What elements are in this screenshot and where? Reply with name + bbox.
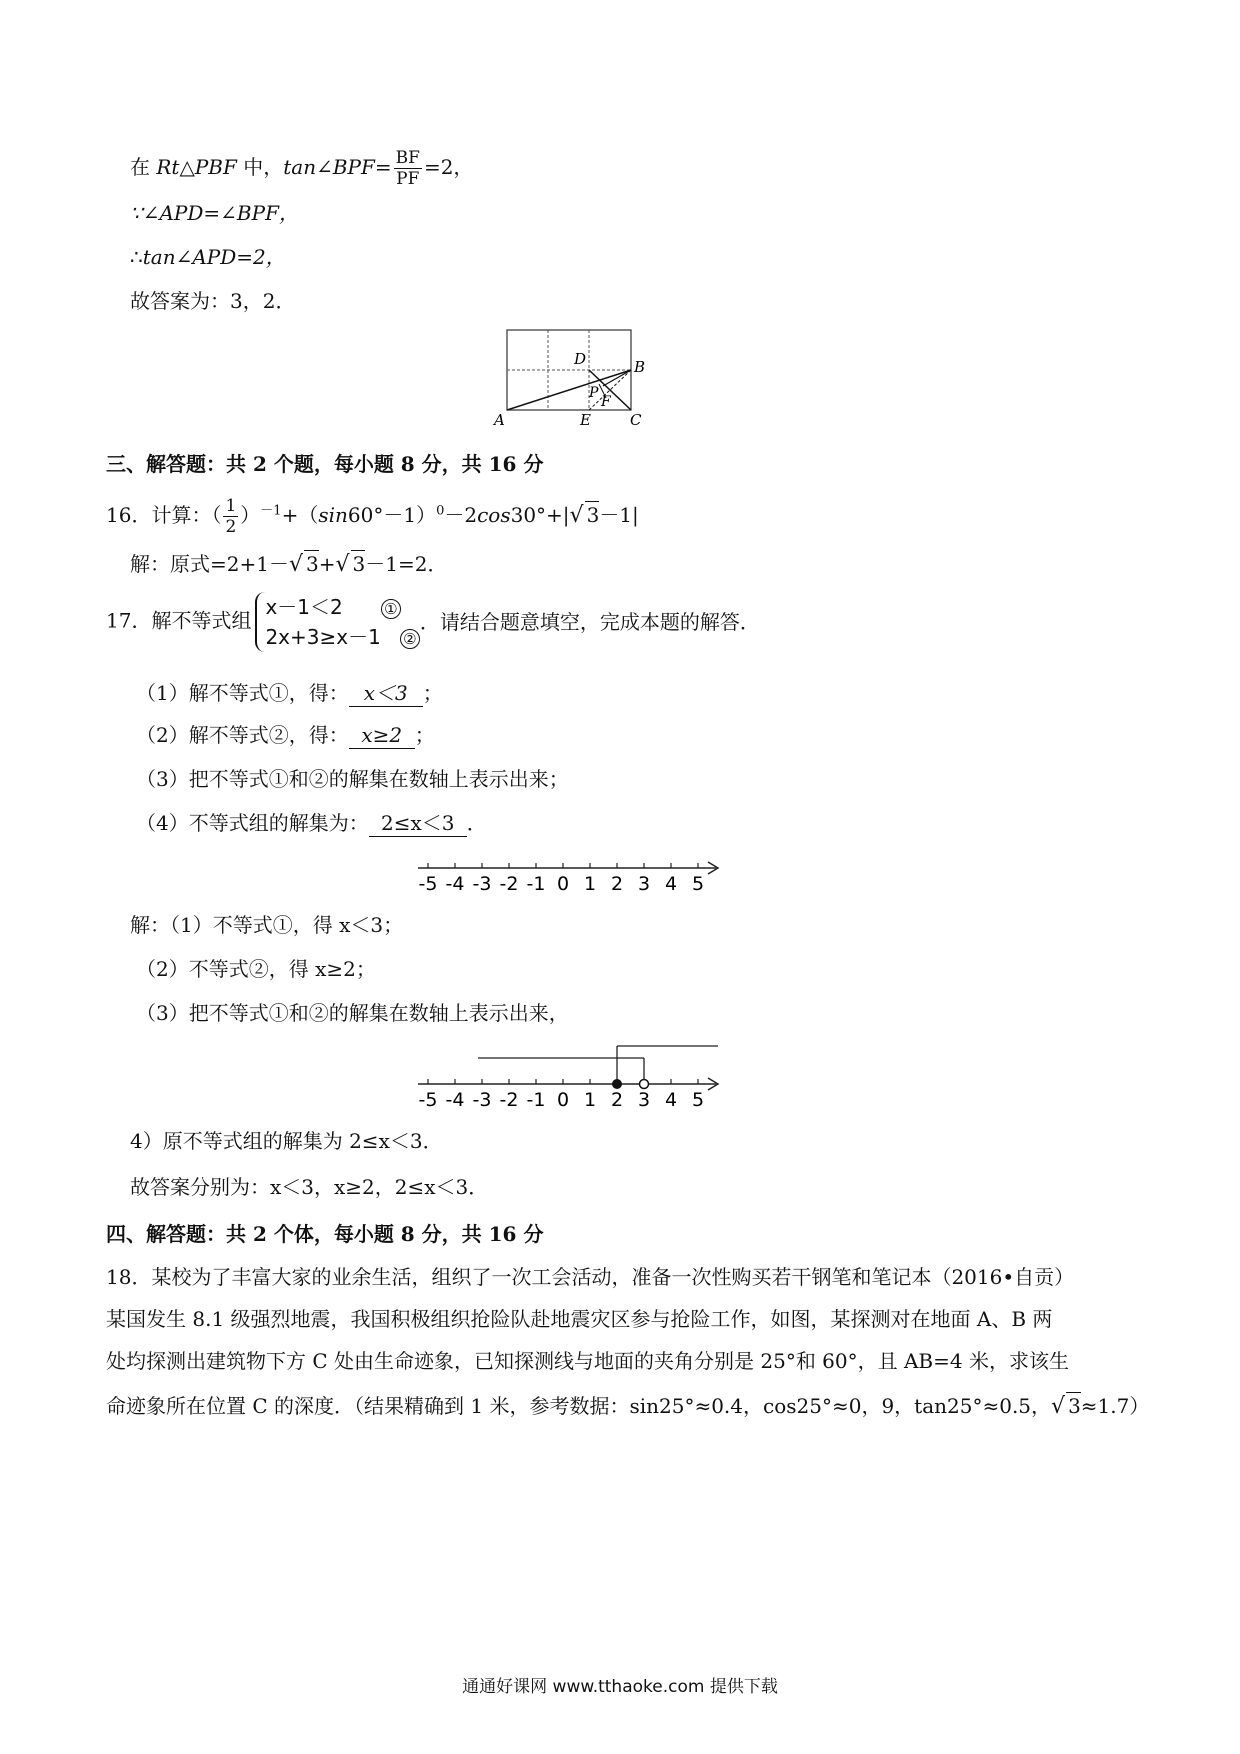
section-3-heading: 三、解答题：共 2 个题，每小题 8 分，共 16 分	[106, 452, 544, 476]
question-18-line-2: 某国发生 8.1 级强烈地震，我国积极组织抢险队赴地震灾区参与抢险工作，如图，某探测对在地面 A、B 两	[106, 1307, 1053, 1331]
sqrt-icon: √	[335, 552, 350, 577]
tan-expression: tan∠BPF	[283, 155, 375, 179]
question-18-line-1: 18．某校为了丰富大家的业余生活，组织了一次工会活动，准备一次性购买若干钢笔和笔记本（2016•自贡）	[106, 1265, 1075, 1289]
tick-label: 0	[556, 873, 570, 895]
q17-step-4: （4）不等式组的解集为： 2≤x＜3 ．	[136, 811, 487, 835]
tick-label: -4	[445, 873, 465, 895]
tick-label: 3	[637, 873, 651, 895]
question-16-solution: 解：原式=2+1－√ 3+√ 3－1=2．	[130, 552, 448, 577]
inequality-system: x－1＜2 ① 2x+3≥x－1 ②	[255, 592, 419, 652]
q17-step-1: （1）解不等式①，得： x＜3 ；	[136, 681, 443, 705]
label-b: B	[634, 358, 646, 376]
q17-step-2: （2）解不等式②，得： x≥2 ；	[136, 723, 435, 747]
geometry-figure	[490, 326, 660, 430]
page-footer: 通通好课网 www.tthaoke.com 提供下载	[462, 1677, 778, 1697]
tick-label: -2	[499, 873, 519, 895]
triangle-name: Rt△PBF	[156, 155, 237, 179]
q17-solution-1: 解：（1）不等式①，得 x＜3；	[130, 913, 404, 937]
q17-solution-2: （2）不等式②，得 x≥2；	[136, 957, 376, 981]
tick-label: -5	[418, 1089, 438, 1111]
tick-label: -3	[472, 1089, 492, 1111]
tick-label: -1	[526, 1089, 546, 1111]
tick-label: 1	[583, 873, 597, 895]
label-f: F	[601, 394, 611, 410]
section-4-heading: 四、解答题：共 2 个体，每小题 8 分，共 16 分	[106, 1222, 544, 1246]
question-16: 16．计算：（ $\frac{1}{2}$ ）$^{-1}+(\sin 60^\circ-1)^0-2\cos 30^\circ+|√$ 3－1|	[106, 496, 639, 537]
tick-label: 1	[583, 1089, 597, 1111]
tick-label: 5	[691, 1089, 705, 1111]
label-a: A	[494, 411, 505, 429]
tick-label: -3	[472, 873, 492, 895]
number-line-solution	[416, 1036, 726, 1116]
tick-label: 4	[664, 1089, 678, 1111]
closed-dot	[613, 1080, 622, 1089]
label-p: P	[589, 385, 599, 401]
q17-step-3: （3）把不等式①和②的解集在数轴上表示出来；	[136, 767, 569, 791]
q17-solution-3: （3）把不等式①和②的解集在数轴上表示出来，	[136, 1001, 569, 1025]
question-18-line-4: 命迹象所在位置 C 的深度．（结果精确到 1 米，参考数据：sin25°≈0.4，cos25°≈0，9，tan25°≈0.5，√ 3≈1.7）	[106, 1394, 1150, 1419]
question-18-line-3: 处均探测出建筑物下方 C 处由生命迹象，已知探测线与地面的夹角分别是 25°和 60°，且 AB=4 米，求该生	[106, 1349, 1069, 1373]
q17-solution-4: 4）原不等式组的解集为 2≤x＜3．	[130, 1129, 443, 1153]
open-dot	[640, 1080, 649, 1089]
sqrt-icon: √	[569, 503, 584, 528]
solution-line-3: ∴tan∠APD=2，	[130, 245, 286, 269]
tick-label: 0	[556, 1089, 570, 1111]
tick-label: 2	[610, 873, 624, 895]
fraction-half: $\frac{1}{2}$	[225, 496, 237, 537]
solution-line-4: 故答案为：3，2．	[130, 289, 296, 313]
number-line-blank	[416, 850, 726, 896]
tick-label: 4	[664, 873, 678, 895]
label-e: E	[580, 411, 591, 429]
solution-line-2: ∵∠APD=∠BPF，	[130, 201, 299, 225]
tick-label: -5	[418, 873, 438, 895]
question-17: 17．解不等式组 x－1＜2 ① 2x+3≥x－1 ② ．请结合题意填空，完成本题的解答．	[106, 592, 760, 652]
tick-label: 3	[637, 1089, 651, 1111]
sqrt-icon: √	[1051, 1394, 1066, 1419]
solution-line-1: 在 Rt△PBF 中，tan∠BPF= $\frac{BF}{PF}$ =2，	[130, 148, 474, 189]
q17-solution-5: 故答案分别为：x＜3，x≥2，2≤x＜3．	[130, 1175, 489, 1199]
sqrt-icon: √	[288, 552, 303, 577]
label-c: C	[630, 411, 642, 429]
tick-label: -1	[526, 873, 546, 895]
fraction-bf-pf: $\frac{BF}{PF}$	[395, 148, 420, 189]
label-d: D	[574, 350, 587, 368]
tick-label: -4	[445, 1089, 465, 1111]
tick-label: -2	[499, 1089, 519, 1111]
tick-label: 5	[691, 873, 705, 895]
tick-label: 2	[610, 1089, 624, 1111]
